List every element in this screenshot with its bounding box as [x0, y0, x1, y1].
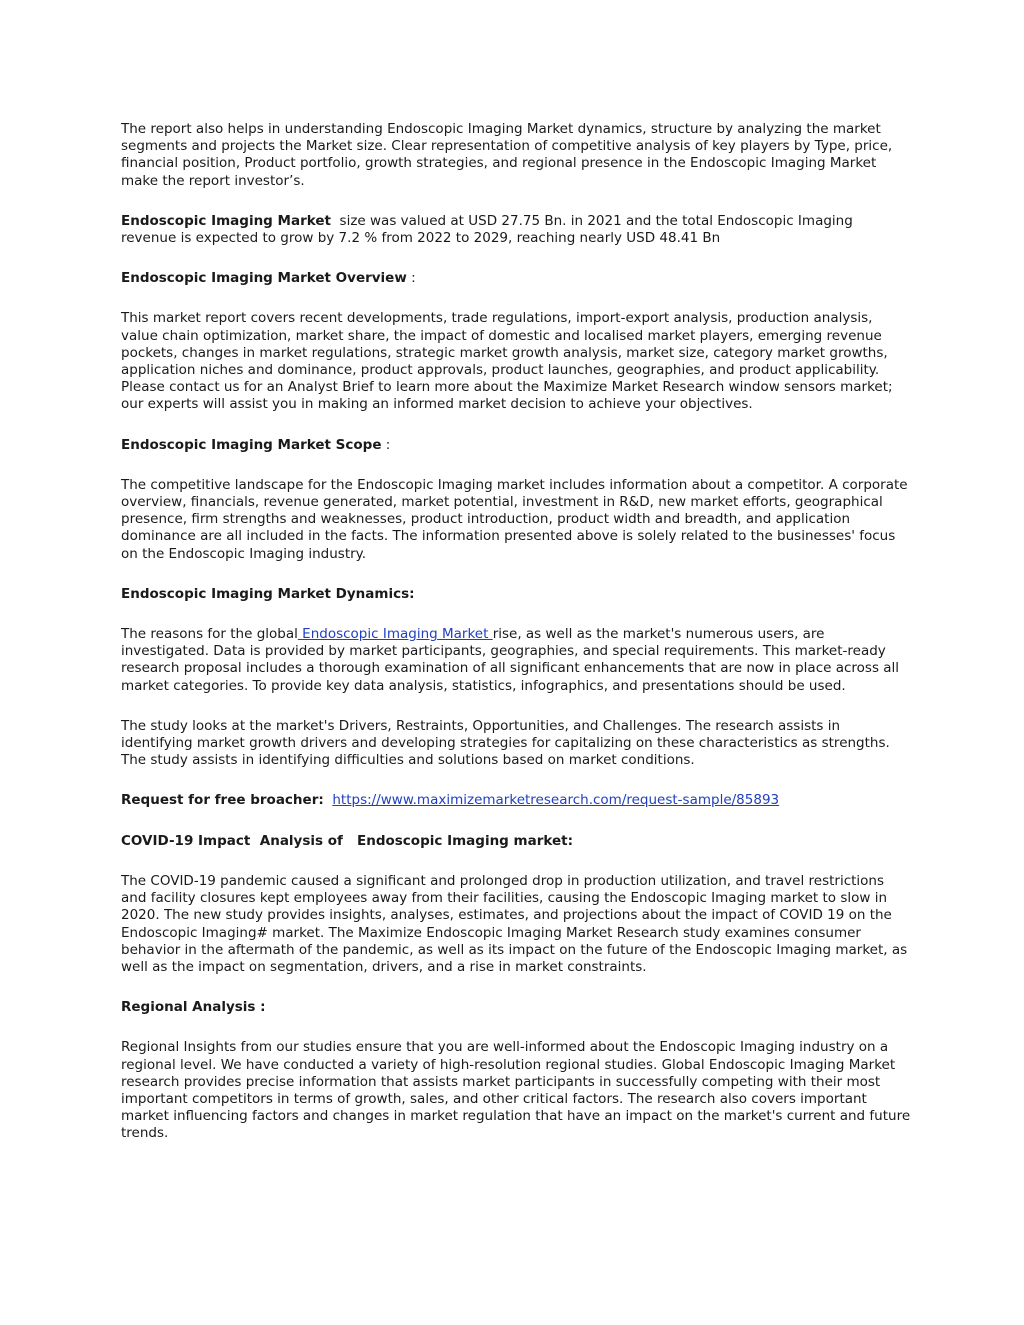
request-sample-link[interactable]: https://www.maximizemarketresearch.com/request-sample/85893: [332, 792, 780, 809]
scope-heading-text: Endoscopic Imaging Market Scope: [121, 436, 382, 453]
scope-paragraph: The competitive landscape for the Endoscopic Imaging market includes information about a competitor. A corporate overview, financials, revenue generated, market potential, investment in R&D, new market efforts, geographical presence, firm strengths and weaknesses, product introduction, product width and breadth, and application dominance are all included in the facts. The information presented above is solely related to the businesses' focus on the Endoscopic Imaging industry.: [121, 476, 908, 562]
dynamics-text-post: rise, as well as the market's numerous users, are investigated. Data is provided by market participants, geographies, and special requirements. This market-ready research proposal includes a thorough examination of all significant enhancements that are now in place across all market categories. To provide key data analysis, statistics, infographics, and presentations should be used.: [121, 626, 900, 694]
market-size-text: size was valued at USD 27.75 Bn. in 2021 and the total Endoscopic Imaging revenue is expected to grow by 7.2 % from 2022 to 2029, reaching nearly USD 48.41 Bn: [121, 212, 858, 247]
market-link[interactable]: Endoscopic Imaging Market: [297, 626, 493, 643]
regional-paragraph: Regional Insights from our studies ensure that you are well-informed about the Endoscopic Imaging industry on a regional level. We have conducted a variety of high-resolution regional studies. Global Endoscopic Imaging Market research provides precise information that assists market participants in successfully competing with their most important competitors in terms of growth, sales, and other critical factors. The research also covers important market influencing factors and changes in market regulation that have an impact on the market's current and future trends.: [121, 1039, 911, 1142]
overview-heading: [121, 270, 911, 287]
regional-heading: Regional Analysis :: [121, 999, 266, 1016]
covid-paragraph: The COVID-19 pandemic caused a significant and prolonged drop in production utilization, and travel restrictions and facility closures kept employees away from their facilities, causing the Endoscopic Imaging market to slow in 2020. The new study provides insights, analyses, estimates, and projections about the impact of COVID 19 on the Endoscopic Imaging# market. The Maximize Endoscopic Imaging Market Research study examines consumer behavior in the aftermath of the pandemic, as well as its impact on the future of the Endoscopic Imaging market, as well as the impact on segmentation, drivers, and a rise in market constraints.: [121, 872, 908, 975]
scope-heading: [121, 437, 911, 454]
document-page: [121, 121, 911, 1166]
dynamics-text-pre: The reasons for the global: [121, 626, 298, 643]
overview-heading-colon: :: [406, 270, 416, 287]
request-label: Request for free broacher:: [121, 792, 324, 809]
dynamics-heading: Endoscopic Imaging Market Dynamics:: [121, 585, 415, 602]
market-size-label: Endoscopic Imaging Market: [121, 212, 331, 229]
scope-heading-colon: :: [381, 436, 391, 453]
dynamics-paragraph: [121, 626, 911, 695]
overview-heading-text: Endoscopic Imaging Market Overview: [121, 270, 407, 287]
drivers-paragraph: The study looks at the market's Drivers, Restraints, Opportunities, and Challenges. The research assists in identifying market growth drivers and developing strategies for capitalizing on these characteristics as strengths. The study assists in identifying difficulties and solutions based on market conditions.: [121, 717, 890, 769]
request-line: [121, 792, 911, 809]
covid-heading: COVID-19 Impact Analysis of Endoscopic Imaging market:: [121, 832, 573, 849]
market-size-paragraph: [121, 213, 911, 247]
intro-paragraph: The report also helps in understanding Endoscopic Imaging Market dynamics, structure by analyzing the market segments and projects the Market size. Clear representation of competitive analysis of key players by Type, price, financial position, Product portfolio, growth strategies, and regional presence in the Endoscopic Imaging Market make the report investor’s.: [121, 121, 893, 189]
overview-paragraph: This market report covers recent developments, trade regulations, import-export analysis, production analysis, value chain optimization, market share, the impact of domestic and localised market players, emerging revenue pockets, changes in market regulations, strategic market growth analysis, market size, category market growths, application niches and dominance, product approvals, product launches, geographies, and product applicability. Please contact us for an Analyst Brief to learn more about the Maximize Market Research window sensors market; our experts will assist you in making an informed market decision to achieve your objectives.: [121, 310, 893, 413]
